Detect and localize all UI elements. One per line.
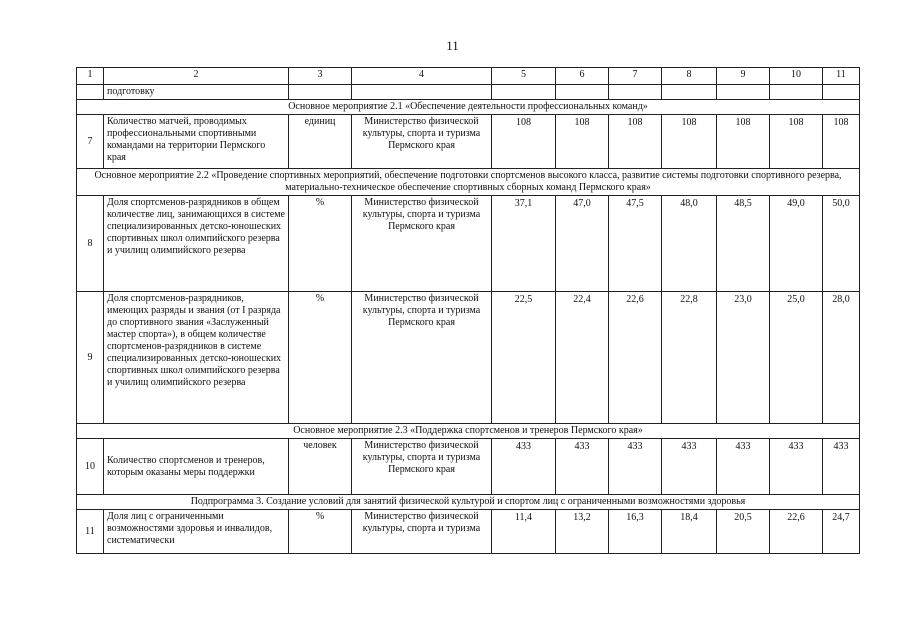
table-row: [77, 292, 860, 424]
value-cell: 47,5: [609, 196, 662, 292]
value-cell: 16,3: [609, 510, 662, 554]
header-cell: 1: [77, 68, 104, 85]
indicator-text: Доля лиц с ограниченными возможностями здоровья и инвалидов, систематически: [104, 510, 289, 554]
row-number: 7: [77, 115, 104, 169]
value-cell: 108: [823, 115, 860, 169]
row-number: 11: [77, 510, 104, 554]
table-row: [77, 115, 860, 169]
section-title: Основное мероприятие 2.1 «Обеспечение деятельности профессиональных команд»: [77, 100, 860, 115]
value-cell: 47,0: [556, 196, 609, 292]
indicator-text: Количество спортсменов и тренеров, которым оказаны меры поддержки: [104, 439, 289, 495]
value-cell: 22,6: [770, 510, 823, 554]
value-cell: 22,4: [556, 292, 609, 424]
header-cell: 7: [609, 68, 662, 85]
unit-text: %: [289, 510, 352, 554]
section-title: Основное мероприятие 2.2 «Проведение спортивных мероприятий, обеспечение подготовки спортсменов высокого класса, развитие системы подготовки спортивного резерва, материально-техническое обеспечение спортивных сборных команд Пермского края»: [77, 169, 860, 196]
value-cell: 108: [492, 115, 556, 169]
header-cell: 11: [823, 68, 860, 85]
value-cell: 433: [717, 439, 770, 495]
value-cell: 24,7: [823, 510, 860, 554]
indicators-table: [76, 67, 860, 554]
unit-text: единиц: [289, 115, 352, 169]
value-cell: 23,0: [717, 292, 770, 424]
section-row: [77, 100, 860, 115]
value-cell: 22,8: [662, 292, 717, 424]
continuation-text: подготовку: [104, 85, 289, 100]
row-number: 8: [77, 196, 104, 292]
continuation-row: [77, 85, 860, 100]
section-title: Основное мероприятие 2.3 «Поддержка спортсменов и тренеров Пермского края»: [77, 424, 860, 439]
table-row: [77, 196, 860, 292]
value-cell: 18,4: [662, 510, 717, 554]
value-cell: 28,0: [823, 292, 860, 424]
value-cell: 48,0: [662, 196, 717, 292]
value-cell: 433: [609, 439, 662, 495]
header-cell: 6: [556, 68, 609, 85]
table-row: [77, 510, 860, 554]
value-cell: 11,4: [492, 510, 556, 554]
header-cell: 2: [104, 68, 289, 85]
value-cell: 108: [609, 115, 662, 169]
section-row: [77, 169, 860, 196]
responsible-text: Министерство физической культуры, спорта и туризма Пермского края: [352, 196, 492, 292]
indicator-text: Доля спортсменов-разрядников, имеющих разряды и звания (от I разряда до спортивного звания «Заслуженный мастер спорта»), в общем количестве спортсменов-разрядников в системе специализированных детско-юношеских спортивных школ олимпийского резерва и училищ олимпийского резерва: [104, 292, 289, 424]
indicator-text: Доля спортсменов-разрядников в общем количестве лиц, занимающихся в системе специализированных детско-юношеских спортивных школ олимпийского резерва и училищ олимпийского резерва: [104, 196, 289, 292]
value-cell: 433: [556, 439, 609, 495]
value-cell: 25,0: [770, 292, 823, 424]
value-cell: 37,1: [492, 196, 556, 292]
value-cell: 108: [556, 115, 609, 169]
row-number: 9: [77, 292, 104, 424]
table-row: [77, 439, 860, 495]
value-cell: 108: [770, 115, 823, 169]
value-cell: 433: [492, 439, 556, 495]
value-cell: 433: [823, 439, 860, 495]
row-number: 10: [77, 439, 104, 495]
header-row: [77, 68, 860, 85]
header-cell: 8: [662, 68, 717, 85]
value-cell: 22,5: [492, 292, 556, 424]
header-cell: 3: [289, 68, 352, 85]
header-cell: 9: [717, 68, 770, 85]
section-row: [77, 424, 860, 439]
value-cell: 50,0: [823, 196, 860, 292]
value-cell: 48,5: [717, 196, 770, 292]
value-cell: 49,0: [770, 196, 823, 292]
responsible-text: Министерство физической культуры, спорта и туризма: [352, 510, 492, 554]
value-cell: 22,6: [609, 292, 662, 424]
value-cell: 433: [662, 439, 717, 495]
header-cell: 10: [770, 68, 823, 85]
section-row: [77, 495, 860, 510]
responsible-text: Министерство физической культуры, спорта и туризма Пермского края: [352, 115, 492, 169]
value-cell: 433: [770, 439, 823, 495]
indicator-text: Количество матчей, проводимых профессиональными спортивными командами на территории Пермского края: [104, 115, 289, 169]
responsible-text: Министерство физической культуры, спорта и туризма Пермского края: [352, 292, 492, 424]
value-cell: 108: [662, 115, 717, 169]
unit-text: человек: [289, 439, 352, 495]
section-title: Подпрограмма 3. Создание условий для занятий физической культурой и спортом лиц с ограниченными возможностями здоровья: [77, 495, 860, 510]
value-cell: 108: [717, 115, 770, 169]
unit-text: %: [289, 292, 352, 424]
responsible-text: Министерство физической культуры, спорта и туризма Пермского края: [352, 439, 492, 495]
unit-text: %: [289, 196, 352, 292]
header-cell: 4: [352, 68, 492, 85]
value-cell: 13,2: [556, 510, 609, 554]
page-number: 11: [446, 38, 459, 53]
value-cell: 20,5: [717, 510, 770, 554]
header-cell: 5: [492, 68, 556, 85]
